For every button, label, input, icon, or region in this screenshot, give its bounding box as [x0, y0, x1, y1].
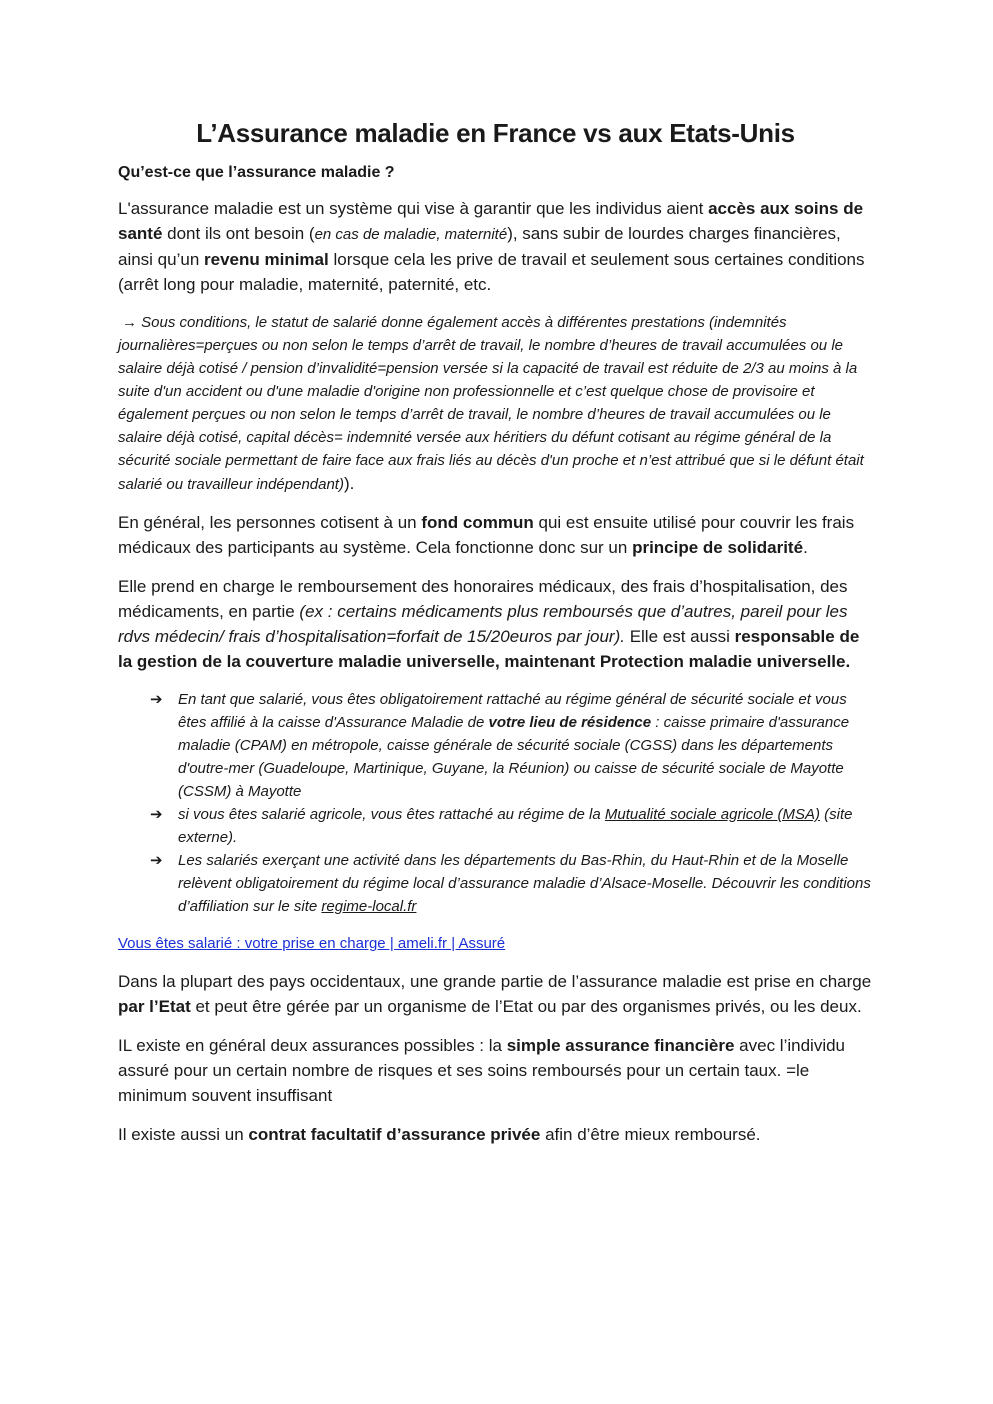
text-run: IL existe en général deux assurances possibles : la — [118, 1036, 507, 1055]
list-item — [150, 803, 873, 849]
text-run: ). — [343, 474, 355, 493]
msa-link[interactable]: Mutualité sociale agricole (MSA) — [604, 806, 820, 823]
italic-run: Sous conditions, le statut de salarié donne également accès à différentes prestations (indemnités journalières=perçues ou non selon le temps d’arrêt de travail, le nombre d’heures de travail accumulées ou le salaire déjà cotisé / pension d’invalidité=pension versée si la capacité de travail est réduite de 2/3 au moins à la suite d'un accident ou d'une maladie d'origine non professionnelle et c’est quelque chose de provisoire et également perçues ou non selon le temps d’arrêt de travail, le nombre d’heures de travail accumulées ou le salaire déjà cotisé, capital décès= indemnité versée aux héritiers du défunt cotisant au régime général de la sécurité sociale permettant de faire face aux frais liés au décès d'un proche et n’est attribué que si le défunt était salarié ou travailleur indépendant) — [118, 314, 864, 493]
text-run: Dans la plupart des pays occidentaux, une grande partie de l’assurance maladie est prise en charge — [118, 972, 872, 991]
document-page — [118, 118, 873, 1161]
italic-run: en cas de maladie, maternité — [314, 226, 508, 243]
ameli-link[interactable]: Vous êtes salarié : votre prise en charge | ameli.fr | Assuré — [118, 935, 506, 952]
italic-run: Les salariés exerçant une activité dans les départements du Bas-Rhin, du Haut-Rhin et de la Moselle relèvent obligatoirement du régime local d’assurance maladie d’Alsace-Moselle. Découvrir les conditions d’affiliation sur le site — [178, 852, 871, 915]
list-item — [150, 849, 873, 918]
paragraph-private-contract — [118, 1122, 873, 1147]
paragraph-conditions-note — [118, 311, 873, 496]
text-run: qui est ensuite utilisé pour couvrir les frais médicaux des participants au système. Cela fonctionne donc sur un — [118, 513, 855, 557]
text-run: . — [803, 538, 808, 557]
text-run: afin d’être mieux remboursé. — [540, 1125, 761, 1144]
italic-run: En tant que salarié, vous êtes obligatoirement rattaché au régime général de sécurité sociale et vous êtes affilié à la caisse d'Assurance Maladie de — [178, 691, 847, 731]
section-heading: Qu’est-ce que l’assurance maladie ? — [118, 164, 395, 181]
bullet-list — [118, 688, 873, 918]
text-run: ), sans subir de lourdes charges financières, ainsi qu’un — [118, 224, 841, 269]
regime-local-link[interactable]: regime-local.fr — [321, 898, 417, 915]
bold-run: revenu minimal — [204, 250, 329, 269]
text-run: lorsque cela les prive de travail et seulement sous certaines conditions (arrêt long pour maladie, maternité, paternité, etc. — [118, 250, 865, 294]
bold-run: responsable de la gestion de la couverture maladie universelle, maintenant Protection maladie universelle. — [118, 627, 860, 671]
arrow-bullet-icon: ➔ — [150, 691, 163, 708]
italic-run: si vous êtes salarié agricole, vous êtes rattaché au régime de la — [178, 806, 605, 823]
bold-run: accès aux soins de santé — [118, 199, 864, 243]
paragraph-solidarity — [118, 510, 873, 560]
bold-run: principe de solidarité — [632, 538, 804, 557]
paragraph-state — [118, 969, 873, 1019]
text-run: Il existe aussi un — [118, 1125, 249, 1144]
bold-run: simple assurance financière — [506, 1036, 735, 1055]
paragraph-two-insurances — [118, 1033, 873, 1108]
paragraph-definition — [118, 196, 873, 297]
text-run: En général, les personnes cotisent à un — [118, 513, 422, 532]
text-run: Elle est aussi — [624, 627, 735, 646]
text-run: L'assurance maladie est un système qui vise à garantir que les individus aient — [118, 199, 709, 218]
text-run: et peut être gérée par un organisme de l’Etat ou par des organismes privés, ou les deux. — [190, 997, 862, 1016]
text-run: dont ils ont besoin ( — [162, 224, 315, 243]
bold-run: votre lieu de résidence — [488, 714, 652, 731]
list-item — [150, 688, 873, 803]
italic-run: (ex : certains médicaments plus remboursés que d’autres, pareil pour les rdvs médecin/ frais d’hospitalisation=forfait de 15/20euros par jour). — [118, 602, 848, 646]
bold-run: par l’Etat — [118, 997, 191, 1016]
bold-run: fond commun — [421, 513, 534, 532]
page-title: L’Assurance maladie en France vs aux Etats-Unis — [196, 118, 795, 148]
bold-run: contrat facultatif d’assurance privée — [248, 1125, 541, 1144]
italic-run: (site externe). — [178, 806, 853, 846]
arrow-bullet-icon: ➔ — [150, 852, 163, 869]
arrow-icon: → — [122, 314, 137, 331]
text-run: Elle prend en charge le remboursement des honoraires médicaux, des frais d’hospitalisation, des médicaments, en partie — [118, 577, 848, 621]
italic-run: : caisse primaire d'assurance maladie (CPAM) en métropole, caisse générale de sécurité sociale (CGSS) dans les départements d'outre-mer (Guadeloupe, Martinique, Guyane, la Réunion) ou caisse de sécurité sociale de Mayotte (CSSM) à Mayotte — [178, 714, 850, 800]
paragraph-coverage — [118, 574, 873, 674]
text-run: avec l’individu assuré pour un certain nombre de risques et ses soins remboursés pour un certain taux. =le minimum souvent insuffisant — [118, 1036, 846, 1105]
arrow-bullet-icon: ➔ — [150, 806, 163, 823]
